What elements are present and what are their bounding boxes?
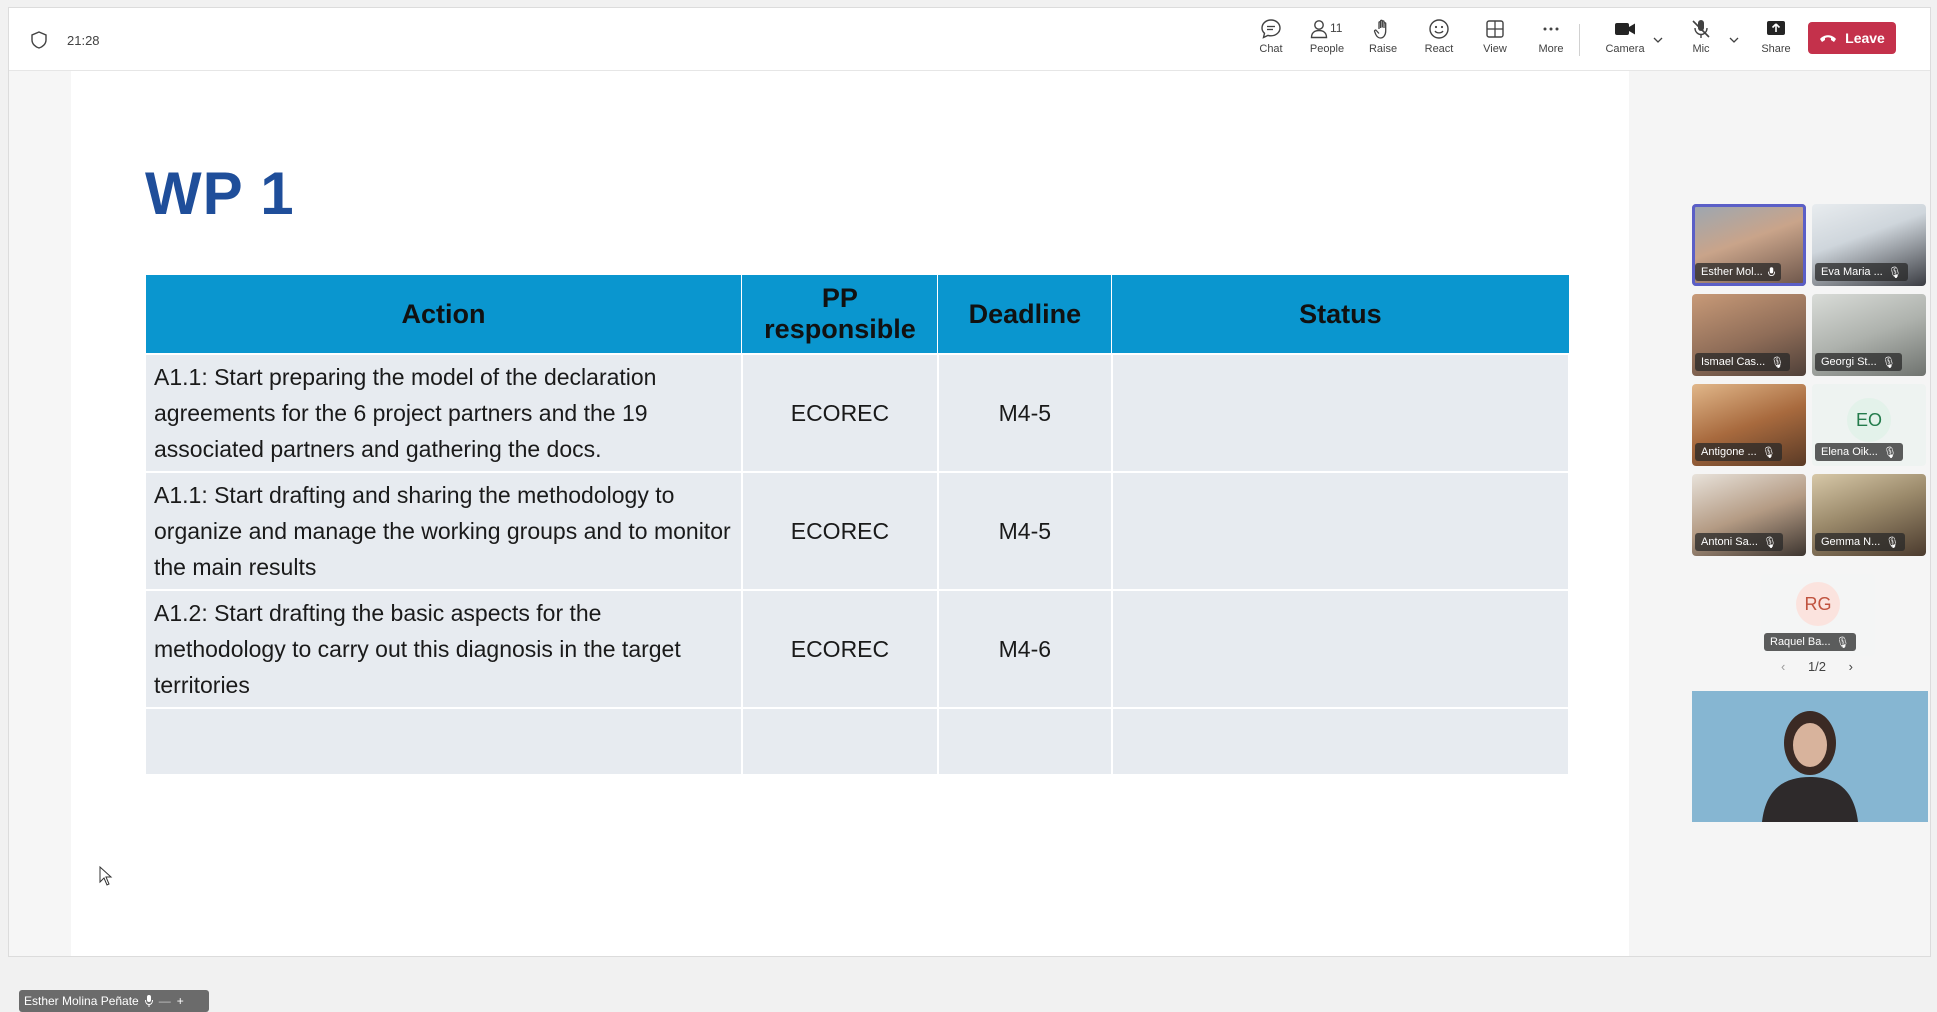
header-status: Status [1112,275,1569,355]
participant-name-tag [1764,633,1856,651]
participant-name-tag [1695,533,1783,551]
header-action: Action [145,275,742,355]
table-row [145,472,1569,590]
leave-button[interactable] [1808,22,1896,54]
chevron-right-icon[interactable]: › [1848,659,1853,674]
participant-name-tag [1815,533,1905,551]
participant-tile[interactable] [1812,474,1926,556]
view-label: View [1483,43,1507,55]
camera-label: Camera [1605,43,1645,55]
header-pp-responsible [742,275,938,355]
table-row [145,354,1569,472]
participant-name-tag [1815,263,1908,281]
presenter-name: Esther Molina Peñate [24,994,139,1008]
action-cell: A1.1: Start drafting and sharing the methodology to organize and manage the working groups and to monitor the main results [145,472,742,590]
table-row-empty [145,708,1569,775]
participant-tile[interactable] [1692,294,1806,376]
participant-name-tag [1815,353,1902,371]
people-label: People [1309,43,1345,55]
participant-initials-avatar: EO [1847,398,1891,442]
mic-label: Mic [1692,43,1710,55]
chat-label: Chat [1259,43,1283,55]
presenter-name-tag [19,990,209,1012]
pp-cell: ECOREC [742,472,938,590]
mic-muted-icon: 🎙 [1885,536,1900,549]
minimize-icon[interactable]: — [158,994,171,1008]
participant-initials-avatar: RG [1796,582,1840,626]
teams-meeting-window [8,7,1931,1008]
spotlight-video-tile[interactable] [1692,691,1928,822]
toolbar-divider [1579,24,1580,56]
react-label: React [1424,43,1454,55]
mic-muted-icon: 🎙 [1835,636,1850,649]
gallery-pager [1781,659,1853,674]
people-button[interactable] [1299,18,1355,64]
participant-name: Antoni Sa... [1701,536,1758,548]
mic-button[interactable] [1673,18,1729,64]
header-pp-line1: PP [821,283,858,313]
people-icon [1309,18,1331,40]
status-cell [1112,472,1569,590]
raise-hand-icon [1372,18,1394,40]
participant-name-tag [1815,443,1903,461]
people-count: 11 [1330,21,1343,35]
mic-muted-icon: 🎙 [1887,266,1902,279]
camera-button[interactable] [1597,18,1653,64]
participant-name: Antigone ... [1701,446,1757,458]
participant-tile[interactable] [1692,474,1806,556]
raise-hand-button[interactable] [1355,18,1411,64]
smiley-icon [1428,18,1450,40]
participant-tile[interactable] [1692,204,1806,286]
meeting-toolbar [9,8,1930,71]
deadline-cell: M4-5 [938,472,1112,590]
camera-icon [1613,18,1637,40]
mic-muted-icon: 🎙 [1882,446,1897,459]
mouse-cursor-icon [99,866,113,886]
action-cell: A1.1: Start preparing the model of the declaration agreements for the 6 project partners and the 19 associated partners and gathering the docs. [145,354,742,472]
expand-icon[interactable]: + [176,994,184,1008]
table-header-row [145,275,1569,355]
mic-muted-icon: 🎙 [1762,536,1777,549]
mic-icon [1768,267,1775,278]
empty-cell [742,708,938,775]
status-cell [1112,590,1569,708]
leave-label: Leave [1845,30,1885,46]
more-icon [1540,18,1562,40]
share-label: Share [1761,43,1791,55]
mic-muted-icon: 🎙 [1881,356,1896,369]
participant-name: Raquel Ba... [1770,636,1831,648]
mic-muted-icon: 🎙 [1770,356,1785,369]
participant-tile[interactable] [1761,574,1875,656]
participant-name-tag [1695,443,1782,461]
table-row [145,590,1569,708]
more-label: More [1538,43,1564,55]
participant-tile[interactable] [1812,204,1926,286]
mic-icon [145,995,153,1007]
empty-cell [938,708,1112,775]
pp-cell: ECOREC [742,354,938,472]
work-plan-table [144,274,1570,776]
participant-tile[interactable] [1812,294,1926,376]
meeting-timer: 21:28 [67,33,100,48]
participant-name-tag [1695,353,1790,371]
participant-name: Eva Maria ... [1821,266,1883,278]
participant-name-tag [1695,263,1781,281]
participant-name: Esther Mol... [1701,266,1763,278]
action-cell: A1.2: Start drafting the basic aspects for the methodology to carry out this diagnosis in the target territories [145,590,742,708]
react-button[interactable] [1411,18,1467,64]
shield-icon[interactable] [31,31,47,49]
participant-name: Elena Oik... [1821,446,1878,458]
participant-name: Gemma N... [1821,536,1881,548]
chevron-left-icon[interactable]: ‹ [1781,659,1786,674]
slide-title: WP 1 [145,160,295,227]
empty-cell [1112,708,1569,775]
shared-content-stage [9,71,1629,1008]
phone-hangup-icon [1819,33,1837,43]
participant-video-silhouette [1692,691,1928,822]
grid-view-icon [1484,18,1506,40]
empty-cell [145,708,742,775]
participant-name: Georgi St... [1821,356,1877,368]
more-button[interactable] [1523,18,1579,64]
pp-cell: ECOREC [742,590,938,708]
raise-label: Raise [1368,43,1398,55]
deadline-cell: M4-5 [938,354,1112,472]
deadline-cell: M4-6 [938,590,1112,708]
page-indicator: 1/2 [1807,659,1827,674]
mic-muted-icon [1690,18,1712,40]
participant-tile[interactable] [1692,384,1806,466]
status-cell [1112,354,1569,472]
participant-tile[interactable] [1812,384,1926,466]
header-deadline: Deadline [938,275,1112,355]
view-button[interactable] [1467,18,1523,64]
presentation-slide [71,71,1629,956]
share-icon [1765,18,1787,40]
share-button[interactable] [1748,18,1804,64]
camera-options-chevron-icon[interactable] [1652,34,1664,46]
mic-options-chevron-icon[interactable] [1728,34,1740,46]
chat-button[interactable] [1243,18,1299,64]
participant-name: Ismael Cas... [1701,356,1766,368]
chat-icon [1260,18,1282,40]
header-pp-line2: responsible [764,314,916,344]
mic-muted-icon: 🎙 [1761,446,1776,459]
